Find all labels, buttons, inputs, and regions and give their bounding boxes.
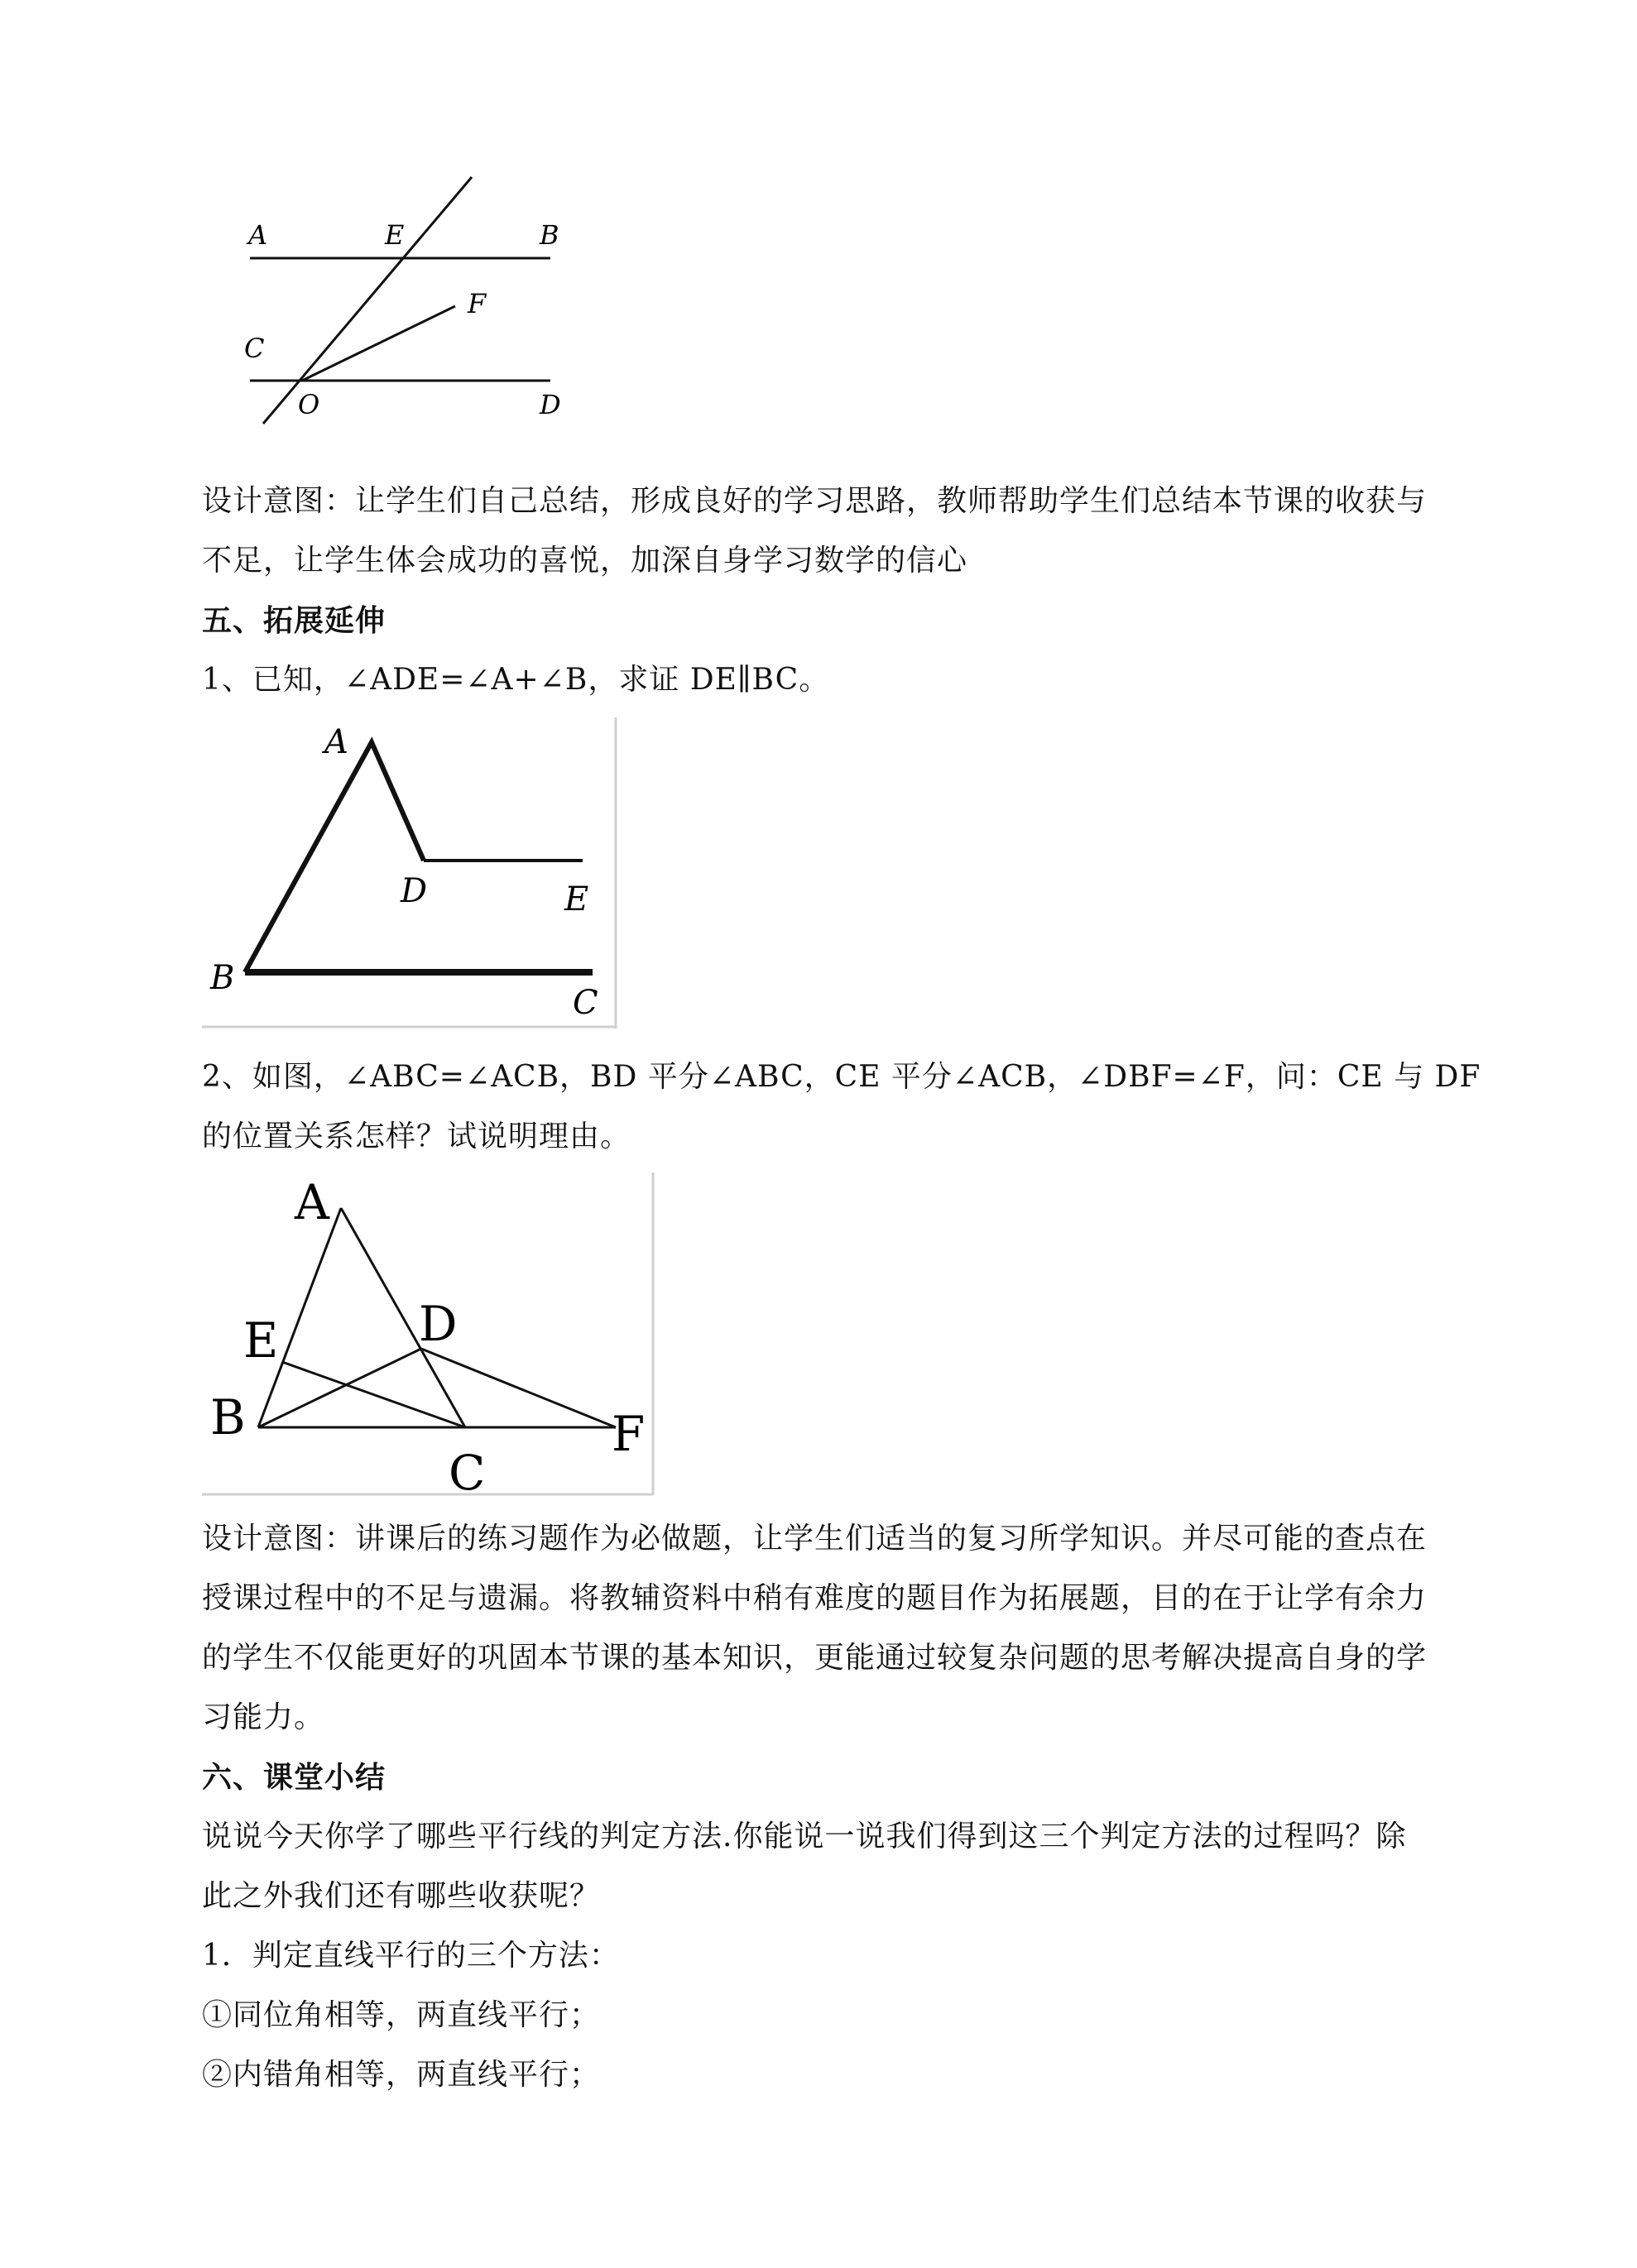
intent2-line1: 设计意图：讲课后的练习题作为必做题，让学生们适当的复习所学知识。并尽可能的查点在 (202, 1522, 1428, 1556)
label-e: E (243, 1312, 279, 1369)
section6-intro-line1: 说说今天你学了哪些平行线的判定方法.你能说一说我们得到这三个判定方法的过程吗？除 (202, 1820, 1407, 1853)
label-d: D (401, 872, 428, 910)
transversal-line (263, 177, 472, 424)
label-f: F (612, 1406, 646, 1462)
label-a: A (248, 219, 268, 251)
label-e: E (564, 880, 589, 918)
segment-bad (245, 742, 424, 972)
label-f: F (468, 288, 487, 319)
section6-intro-line2: 此之外我们还有哪些收获呢？ (202, 1879, 601, 1913)
label-a: A (324, 723, 348, 761)
question-1: 1、已知，∠ADE=∠A+∠B，求证 DE∥BC。 (202, 663, 830, 697)
figure-ade-bc (202, 716, 624, 1030)
intent2-line2: 授课过程中的不足与遗漏。将教辅资料中稍有难度的题目作为拓展题，目的在于让学有余力 (202, 1581, 1428, 1615)
ray-of (302, 306, 455, 381)
label-b: B (540, 219, 559, 251)
intent2-line3: 的学生不仅能更好的巩固本节课的基本知识，更能通过较复杂问题的思考解决提高自身的学 (202, 1641, 1428, 1675)
intent1-line1: 设计意图：让学生们自己总结，形成良好的学习思路，教师帮助学生们总结本节课的收获与 (202, 484, 1428, 518)
figure-triangle-abc (202, 1171, 657, 1502)
summary-item-2: ①同位角相等，两直线平行； (202, 1998, 601, 2032)
intent2-line4: 习能力。 (202, 1700, 325, 1734)
segment-df (421, 1349, 616, 1427)
label-c: C (573, 984, 598, 1022)
label-c: C (449, 1445, 486, 1501)
question-2-line1: 2、如图，∠ABC=∠ACB，BD 平分∠ABC，CE 平分∠ACB，∠DBF=∠F，问：CE 与 DF (202, 1060, 1481, 1094)
figure-parallel-lines (232, 165, 579, 439)
label-d: D (540, 389, 561, 420)
label-a: A (295, 1174, 329, 1230)
label-d: D (419, 1296, 458, 1352)
label-b: B (210, 959, 235, 997)
summary-item-1: 1．判定直线平行的三个方法： (202, 1939, 620, 1973)
label-c: C (244, 333, 265, 364)
label-e: E (385, 219, 405, 251)
intent1-line2: 不足，让学生体会成功的喜悦，加深自身学习数学的信心 (202, 544, 968, 578)
section5-heading: 五、拓展延伸 (202, 603, 386, 638)
question-2-line2: 的位置关系怎样？试说明理由。 (202, 1120, 631, 1153)
label-o: O (298, 389, 320, 420)
section6-heading: 六、课堂小结 (202, 1760, 386, 1795)
label-b: B (210, 1389, 246, 1446)
summary-item-3: ②内错角相等，两直线平行； (202, 2058, 601, 2092)
